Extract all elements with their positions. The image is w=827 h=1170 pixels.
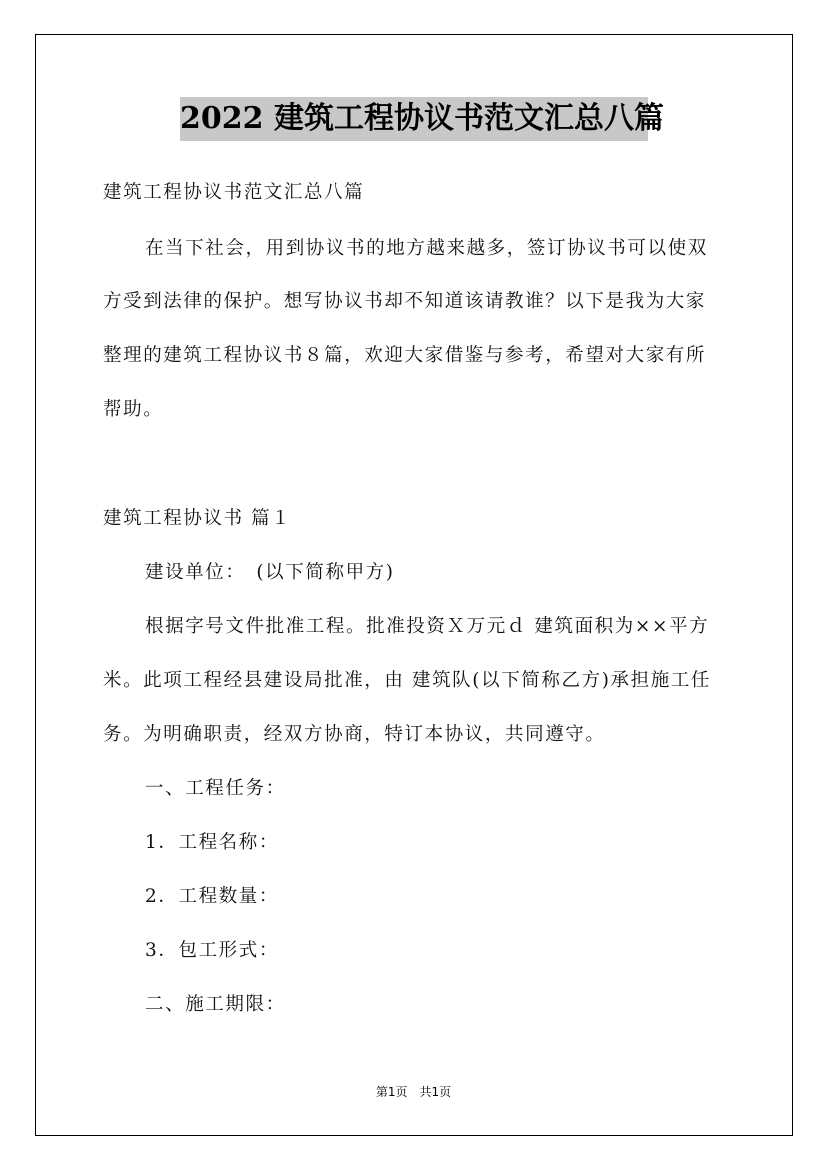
subtitle-line: 建筑工程协议书范文汇总八篇 [103, 182, 365, 203]
intro-line-4: 帮助。 [103, 399, 164, 420]
item-engineering-task: 一、工程任务： [145, 778, 286, 799]
body-line-3: 务。为明确职责，经双方协商，特订本协议，共同遵守。 [103, 724, 606, 745]
section-heading: 建筑工程协议书 篇１ [103, 508, 292, 529]
intro-line-1: 在当下社会，用到协议书的地方越来越多，签订协议书可以使双 [145, 238, 708, 259]
intro-line-2: 方受到法律的保护。想写协议书却不知道该请教谁？以下是我为大家 [103, 291, 707, 312]
body-line-2: 米。此项工程经县建设局批准，由 建筑队(以下简称乙方)承担施工任 [103, 670, 712, 691]
item-project-quantity: 2．工程数量： [145, 886, 279, 907]
item-contract-form: 3．包工形式： [145, 940, 279, 961]
construction-unit-line: 建设单位： (以下简称甲方) [145, 562, 395, 583]
item-project-name: 1．工程名称： [145, 832, 279, 853]
item-construction-period: 二、施工期限： [145, 994, 286, 1015]
intro-line-3: 整理的建筑工程协议书８篇，欢迎大家借鉴与参考，希望对大家有所 [103, 345, 707, 366]
document-title: 2022 建筑工程协议书范文汇总八篇 [180, 97, 648, 141]
page-footer: 第1页 共1页 [375, 1085, 452, 1099]
body-line-1: 根据字号文件批准工程。批准投资Ｘ万元ｄ 建筑面积为××平方 [145, 616, 710, 637]
